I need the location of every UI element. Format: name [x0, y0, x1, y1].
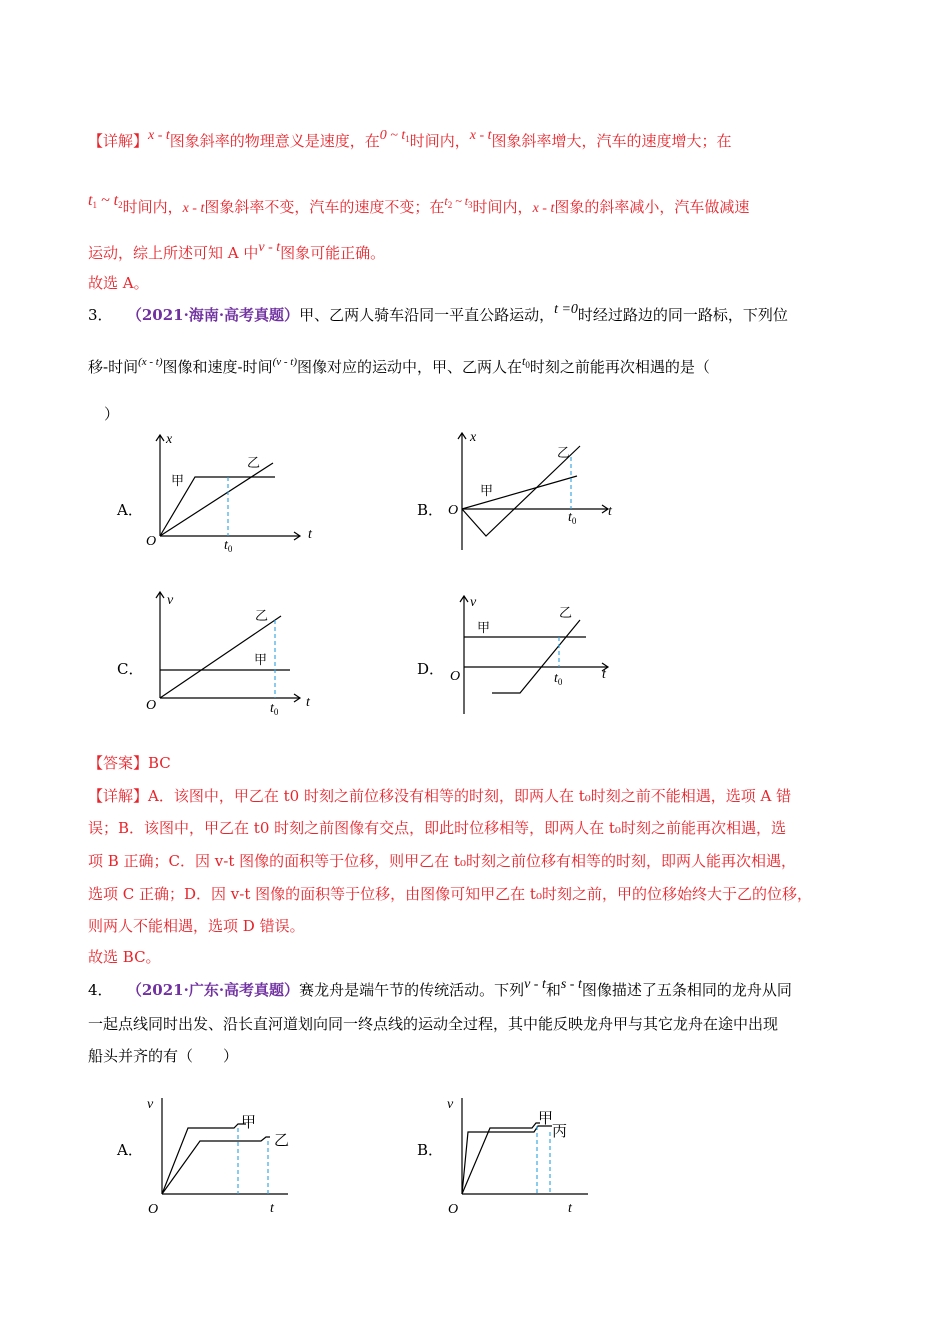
- origin-label: O: [448, 1202, 459, 1217]
- t: t: [464, 194, 469, 208]
- label-jia: 甲: [477, 621, 491, 636]
- detail-line-1: [88, 128, 732, 153]
- t: t: [568, 510, 572, 525]
- q3-detail-3: 项 B 正确；C．因 v-t 图像的面积等于位移，则甲乙在 t₀时刻之前位移有相等的时刻，即两人能再次相遇，: [88, 852, 796, 870]
- origin-label: O: [148, 1202, 159, 1217]
- sub: 1: [92, 200, 97, 210]
- origin-label: O: [450, 669, 461, 684]
- origin-label: O: [146, 698, 157, 713]
- q3-detail-1: [88, 786, 791, 806]
- t0-label: [554, 671, 563, 687]
- axis-v-label: v: [147, 1097, 154, 1112]
- detail-line-3: [88, 240, 386, 265]
- axis-t-label: t: [306, 695, 310, 710]
- t: t: [554, 671, 558, 686]
- t: t: [401, 128, 406, 143]
- label-jia: 甲: [171, 474, 185, 489]
- q4-option-b[interactable]: B．: [417, 1141, 444, 1159]
- label-yi: 乙: [274, 1131, 290, 1149]
- graph-q4-a: [140, 1090, 300, 1220]
- q3-option-a[interactable]: A．: [117, 501, 143, 519]
- axis-v-label: v: [470, 595, 477, 610]
- xt-math: x - t: [182, 201, 205, 216]
- sub: 1: [405, 134, 410, 144]
- line-yi: [162, 1137, 270, 1194]
- text: 图象斜率的物理意义是速度，在: [169, 132, 380, 150]
- sub: 2: [118, 200, 123, 210]
- t0-label: [270, 701, 279, 717]
- q4-option-a[interactable]: A．: [117, 1141, 143, 1159]
- vt-math: v - t: [524, 977, 546, 992]
- question-number: 4．: [88, 981, 113, 999]
- label-bing: 丙: [552, 1122, 568, 1140]
- line-jia: [462, 1123, 540, 1194]
- q3-detail-2: 误；B．该图中，甲乙在 t0 时刻之前图像有交点，即此时位移相等，即两人在 t₀时刻之前能再次相遇，选: [88, 819, 786, 837]
- text: 时间内，: [409, 132, 470, 150]
- label-jia: 甲: [538, 1109, 554, 1127]
- t0-label: [568, 510, 577, 526]
- vt-math: v - t: [258, 240, 281, 255]
- sub: 0: [557, 677, 563, 687]
- axis-x-label: x: [166, 432, 173, 447]
- detail-tag: 【详解】: [88, 787, 149, 805]
- graph-q3-a: [140, 425, 330, 555]
- label-yi: 乙: [247, 456, 261, 471]
- detail-tag: 【详解】: [88, 132, 149, 150]
- vt-paren: (v - t): [272, 356, 298, 368]
- q3-option-c[interactable]: C．: [117, 660, 144, 678]
- line-yi: [492, 620, 580, 693]
- text: 图像和速度-时间: [162, 358, 273, 376]
- st-math: s - t: [560, 977, 582, 992]
- q3-detail-4: 选项 C 正确；D．因 v-t 图像的面积等于位移，由图像可知甲乙在 t₀时刻之前，甲的位移始终大于乙的位移，: [88, 885, 812, 903]
- label-yi: 乙: [559, 606, 573, 621]
- q3-line-2: [88, 354, 710, 379]
- text: 甲、乙两人骑车沿同一平直公路运动，: [299, 306, 555, 324]
- interval-math: [88, 192, 123, 209]
- axis-t-label: t: [270, 1201, 274, 1216]
- graph-q4-b: [440, 1090, 610, 1220]
- line-jia: [162, 1124, 246, 1194]
- t: t: [224, 538, 228, 553]
- label-jia: 甲: [254, 653, 268, 668]
- axis-v-label: v: [447, 1097, 454, 1112]
- text: 图象可能正确。: [280, 244, 386, 262]
- label-jia: 甲: [480, 484, 494, 499]
- detail-choose: 故选 A。: [88, 274, 149, 292]
- text: 图像描述了五条相同的龙舟从同: [581, 981, 792, 999]
- q4-line-3: 船头并齐的有（ ）: [88, 1047, 239, 1065]
- label-yi: 乙: [557, 446, 571, 461]
- text: 图象斜率不变，汽车的速度不变；在: [204, 198, 445, 216]
- xt-paren: (x - t): [138, 356, 163, 368]
- text: 时间内，: [472, 198, 533, 216]
- axis-v-label: v: [167, 593, 174, 608]
- text: 赛龙舟是端午节的传统活动。下列: [299, 981, 525, 999]
- line-bing: [462, 1126, 552, 1194]
- graph-q3-b: [440, 425, 630, 555]
- origin-label: O: [448, 503, 459, 518]
- t: t: [113, 192, 119, 209]
- graph-q3-c: [140, 588, 330, 718]
- label-jia: 甲: [241, 1113, 257, 1131]
- xt-math: x - t: [469, 128, 492, 143]
- t: t: [444, 194, 448, 208]
- text: 运动，综上所述可知 A 中: [88, 244, 259, 262]
- sub: 3: [468, 200, 473, 210]
- xt-math: x - t: [532, 201, 555, 216]
- q3-line-1: [88, 302, 788, 327]
- zero: 0: [379, 128, 387, 143]
- sub: 0: [273, 707, 279, 717]
- axis-x-label: x: [470, 430, 477, 445]
- sub: 2: [447, 200, 453, 210]
- q3-line-3: ）: [104, 405, 120, 423]
- sub: 0: [525, 360, 530, 370]
- sub: 0: [571, 516, 577, 526]
- axis-t-label: t: [568, 1201, 572, 1216]
- origin-label: O: [146, 534, 157, 549]
- xt-math: x - t: [148, 128, 170, 143]
- tilde: ~: [455, 194, 462, 208]
- text: A．该图中，甲乙在 t0 时刻之前位移没有相等的时刻，即两人在 t₀时刻之前不能相遇，选项 A 错: [148, 787, 792, 805]
- interval-math: [380, 128, 410, 143]
- q4-line-2: 一起点线同时出发、沿长直河道划向同一终点线的运动全过程，其中能反映龙舟甲与其它龙舟在途中出现: [88, 1015, 779, 1033]
- text: 图象的斜率减小，汽车做减速: [554, 198, 750, 216]
- question-number: 3．: [88, 306, 113, 324]
- t0-label: [224, 538, 233, 554]
- q3-choose: 故选 BC。: [88, 948, 161, 966]
- text: 时间内，: [122, 198, 183, 216]
- label-yi: 乙: [255, 609, 269, 624]
- text: 移-时间: [88, 358, 139, 376]
- q3-detail-5: 则两人不能相遇，选项 D 错误。: [88, 917, 305, 935]
- q3-option-d[interactable]: D．: [417, 660, 445, 678]
- tilde: ~: [100, 192, 110, 209]
- text: 时刻之前能再次相遇的是（: [529, 358, 710, 376]
- tilde: ~: [390, 128, 398, 143]
- q3-option-b[interactable]: B．: [417, 501, 444, 519]
- text: 图像对应的运动中，甲、乙两人在: [297, 358, 523, 376]
- axis-t-label: t: [608, 504, 612, 519]
- axis-t-label: t: [602, 667, 606, 682]
- question-source: （2021·海南·高考真题）: [126, 306, 300, 324]
- interval-math: [444, 194, 472, 208]
- question-source: （2021·广东·高考真题）: [126, 981, 300, 999]
- t: t: [270, 701, 274, 716]
- graph-q3-d: [440, 590, 630, 720]
- axis-t-label: t: [308, 527, 312, 542]
- t-eq-0: t =0: [554, 302, 578, 317]
- t: t: [522, 354, 526, 368]
- text: 时经过路边的同一路标，下列位: [577, 306, 788, 324]
- q3-answer: 【答案】BC: [88, 754, 171, 772]
- q4-line-1: [88, 977, 792, 1002]
- text: 图象斜率增大，汽车的速度增大；在: [491, 132, 732, 150]
- sub: 0: [227, 544, 233, 554]
- text: 和: [545, 981, 561, 999]
- t: t: [88, 192, 93, 209]
- detail-line-2: [88, 192, 750, 219]
